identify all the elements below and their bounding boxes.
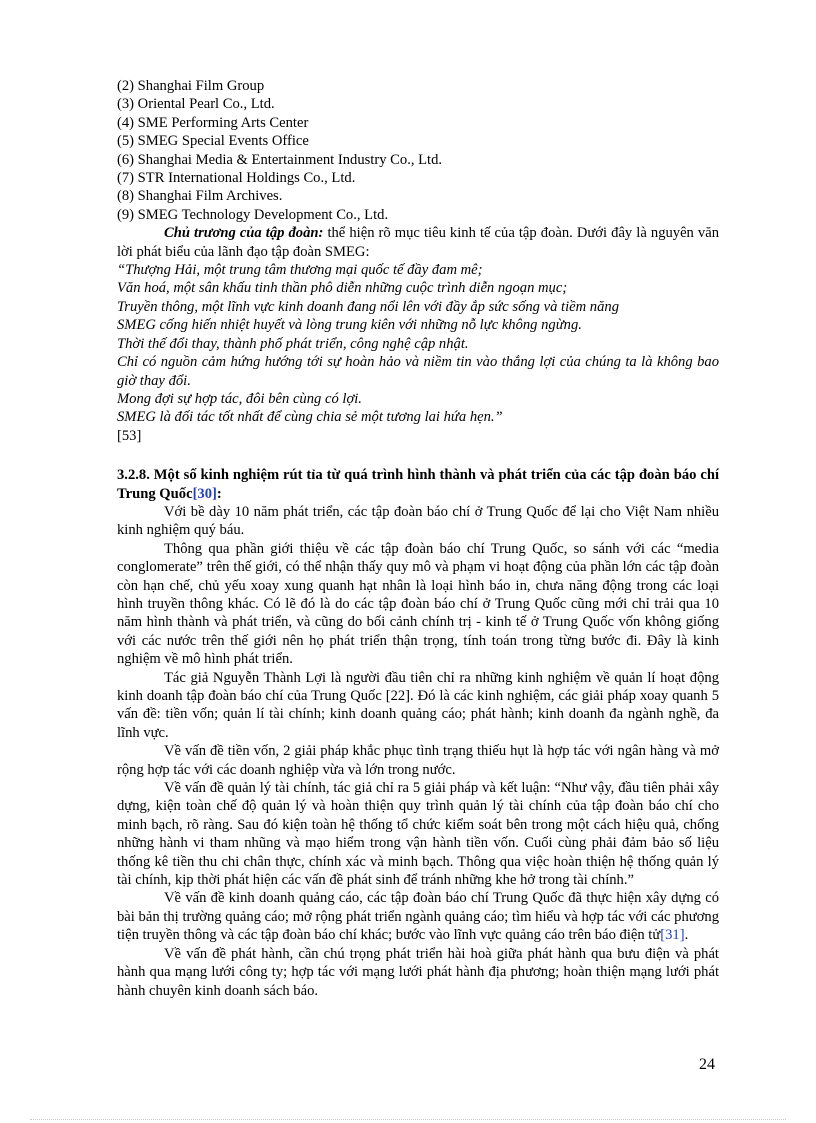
citation: [53] (117, 427, 142, 444)
quote-line: Chỉ có nguồn cảm hứng hướng tới sự hoàn hảo và niềm tin vào thắng lợi của chúng ta là không bao giờ thay đổi. (117, 354, 719, 389)
section-reference-link[interactable]: [30] (192, 485, 217, 502)
section-heading (117, 466, 719, 503)
policy-text: thể hiện rõ mục tiêu kinh tế của tập đoàn. Dưới đây là nguyên văn lời phát biểu của lãnh đạo tập đoàn SMEG: (117, 225, 719, 260)
reference-link[interactable]: [31] (660, 927, 685, 944)
quote-line: Văn hoá, một sân khấu tinh thần phô diễn những cuộc trình diễn ngoạn mục; (117, 280, 568, 297)
page-number: 24 (699, 1056, 715, 1073)
body-paragraph: Với bề dày 10 năm phát triển, các tập đoàn báo chí ở Trung Quốc để lại cho Việt Nam nhiều kinh nghiệm quý báu. (117, 503, 719, 539)
quote-line: Thời thế đổi thay, thành phố phát triển, công nghệ cập nhật. (117, 335, 469, 352)
quote-line: “Thượng Hải, một trung tâm thương mại quốc tế đầy đam mê; (117, 262, 483, 279)
body-paragraph: Tác giả Nguyễn Thành Lợi là người đầu tiên chỉ ra những kinh nghiệm về quản lí hoạt động kinh doanh tập đoàn báo chí của Trung Quốc [22]. Đó là các kinh nghiệm, các giải pháp xoay quanh 5 vấn đề: tiền vốn; quản lí tài chính; kinh doanh quảng cáo; phát hành; kinh doanh đa ngành nghề, đa lĩnh vực. (117, 669, 719, 741)
body-paragraph: Thông qua phần giới thiệu về các tập đoàn báo chí Trung Quốc, so sánh với các “media conglomerate” trên thế giới, có thể nhận thấy quy mô và phạm vi hoạt động của phần lớn các tập đoàn còn hạn chế, chủ yếu xoay xung quanh hạt nhân là loại hình báo in, chưa năng động trong các loại hình truyền thông khác. Có lẽ đó là do các tập đoàn báo chí ở Trung Quốc cũng mới chỉ trải qua 10 năm hình thành và phát triển, và cũng do bối cảnh chính trị - kinh tế ở Trung Quốc vốn không giống với các nước trên thế giới nên họ phát triển thận trọng, tính toán trong từng bước đi. Đây là kinh nghiệm về mô hình phát triển. (117, 540, 719, 668)
list-item: (7) STR International Holdings Co., Ltd. (117, 170, 356, 187)
body-paragraph: Về vấn đề quản lý tài chính, tác giả chỉ ra 5 giải pháp và kết luận: “Như vậy, đầu tiên phải xây dựng, kiện toàn chế độ quản lý và hoàn thiện quy trình quản lý tài chính của tập đoàn báo chí cho minh bạch, rõ ràng. Sau đó kiện toàn hệ thống tổ chức kiểm soát bên trong một cách hiệu quả, chống những hành vi tham nhũng và mạo hiểm trong vận hành tiền vốn. Cuối cùng phải đảm bảo số liệu thống kê tiền thu chi chân thực, chính xác và minh bạch. Thông qua việc hoàn thiện hệ thống quản lý tài chính, kịp thời phát hiện các vấn đề phát sinh để tránh những khe hở trong tài chính.” (117, 780, 719, 889)
list-item: (2) Shanghai Film Group (117, 78, 265, 94)
list-item: (4) SME Performing Arts Center (117, 114, 309, 131)
quote-line: SMEG là đối tác tốt nhất để cùng chia sẻ một tương lai hứa hẹn.” (117, 409, 503, 426)
body-paragraph: Về vấn đề phát hành, cần chú trọng phát triển hài hoà giữa phát hành qua bưu điện và phát hành qua mạng lưới công ty; hợp tác với mạng lưới phát hành địa phương; hoàn thiện mạng lưới phát hành chuyên kinh doanh sách báo. (117, 945, 719, 999)
quote-line: Truyền thông, một lĩnh vực kinh doanh đang nổi lên với đầy ắp sức sống và tiềm năng (117, 298, 619, 315)
section-heading-text: 3.2.8. Một số kinh nghiệm rút tỉa từ quá trình hình thành và phát triển của các tập đoàn báo chí Trung Quốc (117, 467, 719, 502)
policy-label: Chủ trương của tập đoàn: (164, 225, 324, 242)
paragraph-end: . (684, 927, 689, 944)
list-item: (6) Shanghai Media & Entertainment Industry Co., Ltd. (117, 151, 443, 168)
list-item: (5) SMEG Special Events Office (117, 133, 309, 150)
quote-line: Mong đợi sự hợp tác, đôi bên cùng có lợi. (117, 390, 362, 407)
body-paragraph: Về vấn đề tiền vốn, 2 giải pháp khắc phục tình trạng thiếu hụt là hợp tác với ngân hàng và mở rộng hợp tác với các doanh nghiệp vừa và lớn trong nước. (117, 743, 719, 778)
body-paragraph (117, 889, 719, 944)
section-heading-colon: : (216, 485, 222, 502)
quote-line: SMEG cống hiến nhiệt huyết và lòng trung kiên với những nỗ lực không ngừng. (117, 317, 582, 334)
list-item: (3) Oriental Pearl Co., Ltd. (117, 96, 275, 113)
list-item: (9) SMEG Technology Development Co., Ltd. (117, 206, 389, 223)
policy-paragraph (117, 224, 719, 261)
list-item: (8) Shanghai Film Archives. (117, 188, 283, 205)
page-bottom-divider (30, 1119, 786, 1120)
paragraph-text: Về vấn đề kinh doanh quảng cáo, các tập đoàn báo chí Trung Quốc đã thực hiện xây dựng có bài bản thị trường quảng cáo; mở rộng phát triển ngành quảng cáo; tìm hiểu và hợp tác với các phương tiện truyền thông và các tập đoàn báo chí khác; bước vào lĩnh vực quảng cáo trên báo điện tử (117, 890, 719, 944)
page-content (117, 77, 719, 1000)
